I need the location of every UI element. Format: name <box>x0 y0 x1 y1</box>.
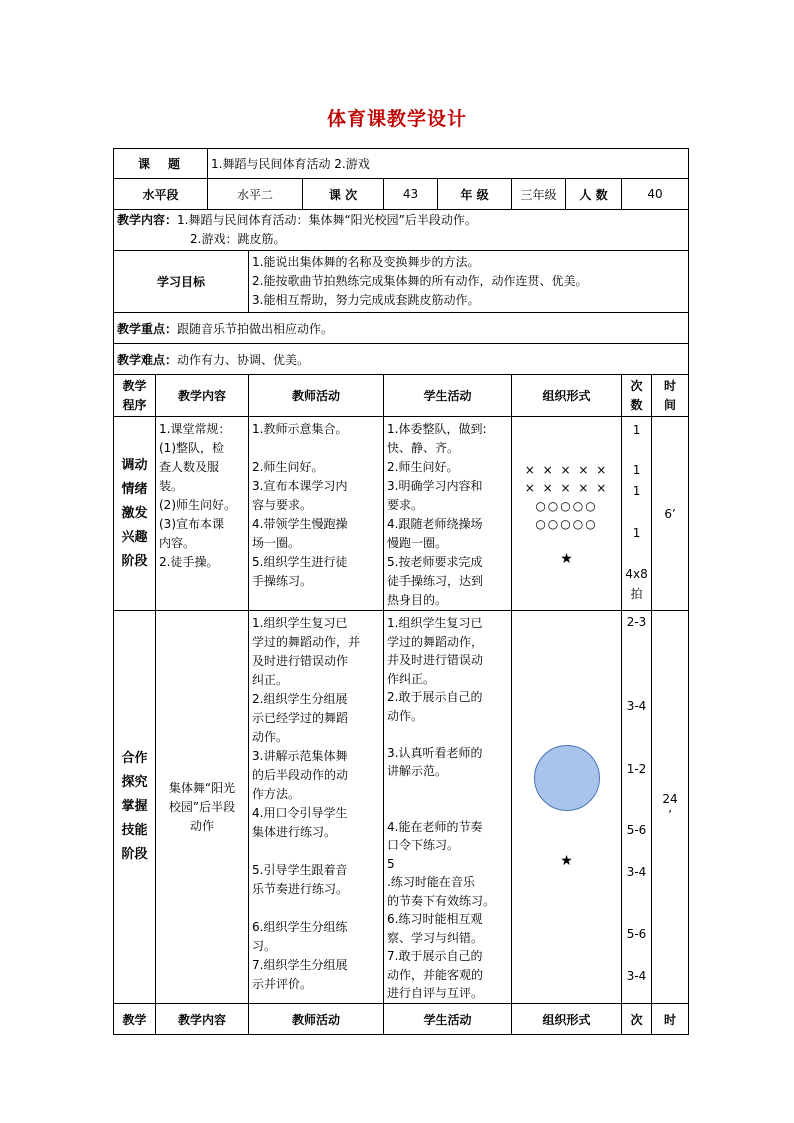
stage-1-row <box>114 417 689 611</box>
topic-value: 1.舞蹈与民间体育活动 2.游戏 <box>208 149 689 179</box>
student-line: 动作，并能客观的 <box>387 967 484 982</box>
student-line: 1.组织学生复习已 <box>387 616 483 630</box>
header-organization: 组织形式 <box>512 375 622 417</box>
teacher-line: 4.带领学生慢跑操 <box>252 517 348 531</box>
content-line: 查人数及服 <box>159 460 220 474</box>
stage-name-line: 合作 <box>121 751 148 766</box>
goal-item: 3.能相互帮助，努力完成成套跳皮筋动作。 <box>252 293 480 307</box>
formation-row-crosses: × × × × × <box>524 480 609 495</box>
student-line: 作纠正。 <box>387 671 436 686</box>
teacher-line: 示并评价。 <box>252 977 313 991</box>
grade-label: 年 级 <box>438 179 512 210</box>
count-value: 1 <box>632 423 641 437</box>
teacher-line <box>252 842 380 861</box>
content-line-2: 2.游戏：跳皮筋。 <box>190 232 286 246</box>
stage-name-line: 兴趣 <box>121 529 148 545</box>
teacher-line: 乐节奏进行练习。 <box>252 882 349 896</box>
topic-label: 课 题 <box>114 149 208 179</box>
student-line: 4.能在老师的节奏 <box>387 819 483 834</box>
teacher-line: 纠正。 <box>252 673 289 687</box>
stage-1-content <box>156 417 249 611</box>
key-point-row <box>114 313 689 344</box>
student-line: 4.跟随老师绕操场 <box>387 517 483 531</box>
stage-2-time <box>652 611 689 1004</box>
column-header-row <box>114 375 689 417</box>
student-line: 5.按老师要求完成 <box>387 555 483 569</box>
teacher-line: 6.组织学生分组练 <box>252 920 348 934</box>
student-line: 3.明确学习内容和 <box>387 479 483 493</box>
teacher-line: 1.组织学生复习已 <box>252 616 348 630</box>
teacher-line: 2.组织学生分组展 <box>252 692 348 706</box>
teacher-line: 场一圈。 <box>252 536 301 550</box>
lesson-number-label: 课 次 <box>303 179 384 210</box>
student-line: 3.认真听看老师的 <box>387 745 483 760</box>
student-line <box>387 781 508 800</box>
student-line: 学过的舞蹈动作， <box>387 634 484 649</box>
level-row <box>114 179 689 210</box>
count-value: 2-3 <box>626 615 647 629</box>
teacher-line: 示已经学过的舞蹈 <box>252 711 349 725</box>
content-line: 1.课堂常规： <box>159 422 231 436</box>
student-line: .练习时能在音乐 <box>387 875 475 889</box>
student-line: 慢跑一圈。 <box>387 536 448 550</box>
content-line: 集体舞“阳光 <box>168 780 236 795</box>
header-time: 间 <box>664 397 677 412</box>
stage-2-content <box>156 611 249 1004</box>
student-line: 徒手操练习，达到 <box>387 574 484 588</box>
count-value: 拍 <box>630 587 643 601</box>
student-line <box>387 725 508 744</box>
time-value: 24 <box>662 792 678 806</box>
count-value: 3-4 <box>626 699 647 713</box>
content-line: (2)师生问好。 <box>159 498 236 512</box>
teacher-line: 及时进行错误动作 <box>252 654 349 668</box>
student-line: 1.体委整队，做到: <box>387 422 487 436</box>
footer-header-procedure: 教学 <box>114 1004 156 1035</box>
formation-circle-icon <box>534 745 600 811</box>
key-point-value: 跟随音乐节拍做出相应动作。 <box>177 321 334 336</box>
student-line <box>387 799 508 818</box>
content-label: 教学内容： <box>117 213 178 227</box>
level-label: 水平段 <box>114 179 208 210</box>
stage-1-organization <box>512 417 622 611</box>
document-title: 体育课教学设计 <box>326 108 467 130</box>
content-line: 动作 <box>190 818 215 833</box>
student-line: 6.练习时能相互观 <box>387 912 483 926</box>
goal-item: 2.能按歌曲节拍熟练完成集体舞的所有动作，动作连贯、优美。 <box>252 274 588 288</box>
student-line: 2.师生问好。 <box>387 460 459 474</box>
content-line: (3)宣布本课 <box>159 517 224 531</box>
stage-1-name <box>114 417 156 611</box>
stage-name-line: 阶段 <box>121 553 148 569</box>
teacher-position-star-icon: ★ <box>560 550 573 567</box>
lesson-number-value: 43 <box>384 179 438 210</box>
header-procedure: 教学 <box>122 378 147 393</box>
level-value: 水平二 <box>208 179 303 210</box>
goals-label: 学习目标 <box>114 251 249 313</box>
student-line: 要求。 <box>387 498 424 512</box>
difficulty-value: 动作有力、协调、优美。 <box>177 352 310 367</box>
stage-2-name <box>114 611 156 1004</box>
teacher-line: 容与要求。 <box>252 498 313 512</box>
formation-row-crosses: × × × × × <box>524 462 609 477</box>
header-time: 时 <box>664 378 677 393</box>
count-value: 3-4 <box>626 969 647 983</box>
stage-2-row <box>114 611 689 1004</box>
stage-1-counts <box>622 417 652 611</box>
stage-name-line: 调动 <box>121 457 148 473</box>
formation-row-circles: ○○○○○ <box>535 498 598 513</box>
teacher-line: 1.教师示意集合。 <box>252 422 348 436</box>
teacher-line: 4.用口令引导学生 <box>252 806 348 820</box>
stage-2-organization <box>512 611 622 1004</box>
header-times: 次 <box>630 378 643 393</box>
footer-header-row <box>114 1004 689 1035</box>
footer-header-time: 时 <box>652 1004 689 1035</box>
stage-name-line: 激发 <box>121 505 148 521</box>
header-content: 教学内容 <box>156 375 249 417</box>
stage-1-time: 6’ <box>652 417 689 611</box>
footer-header-content: 教学内容 <box>156 1004 249 1035</box>
count-value: 4x8 <box>625 567 648 581</box>
student-line: 2.敢于展示自己的 <box>387 690 483 704</box>
teacher-line: 习。 <box>252 939 277 953</box>
stage-name-line: 探究 <box>121 775 148 790</box>
teacher-position-star-icon: ★ <box>560 853 573 869</box>
topic-row <box>114 149 689 179</box>
stage-name-line: 掌握 <box>121 799 148 814</box>
count-value: 5-6 <box>626 927 647 941</box>
stage-1-student <box>384 417 512 611</box>
difficulty-row <box>114 344 689 375</box>
difficulty-label: 教学难点： <box>117 352 178 367</box>
content-line: 校园”后半段 <box>168 799 236 814</box>
goal-item: 1.能说出集体舞的名称及变换舞步的方法。 <box>252 255 480 269</box>
teacher-line <box>252 439 380 458</box>
content-line: 装。 <box>159 479 184 493</box>
count-value: 3-4 <box>626 865 647 879</box>
footer-header-teacher: 教师活动 <box>249 1004 384 1035</box>
teacher-line: 2.师生问好。 <box>252 460 324 474</box>
stage-2-counts <box>622 611 652 1004</box>
count-value: 5-6 <box>626 823 647 837</box>
grade-value: 三年级 <box>512 179 566 210</box>
stage-name-line: 技能 <box>121 823 148 838</box>
content-line-1: 1.舞蹈与民间体育活动：集体舞“阳光校园”后半段动作。 <box>177 213 477 227</box>
header-teacher: 教师活动 <box>249 375 384 417</box>
header-student: 学生活动 <box>384 375 512 417</box>
teacher-line: 7.组织学生分组展 <box>252 958 348 972</box>
teacher-line: 集体进行练习。 <box>252 825 337 839</box>
student-line: 热身目的。 <box>387 593 448 607</box>
time-value: ’ <box>668 808 672 822</box>
header-times: 数 <box>630 397 643 412</box>
formation-row-circles: ○○○○○ <box>535 516 598 531</box>
goals-row <box>114 251 689 313</box>
student-line: 并及时进行错误动 <box>387 653 484 667</box>
teacher-line: 3.讲解示范集体舞 <box>252 749 348 763</box>
people-value: 40 <box>622 179 689 210</box>
footer-header-organization: 组织形式 <box>512 1004 622 1035</box>
stage-name-line: 情绪 <box>121 481 148 497</box>
student-line: 口令下练习。 <box>387 838 460 852</box>
footer-header-student: 学生活动 <box>384 1004 512 1035</box>
student-line: 7.敢于展示自己的 <box>387 949 483 963</box>
student-line: 进行自评与互评。 <box>387 986 484 1000</box>
teacher-line: 3.宣布本课学习内 <box>252 479 348 493</box>
student-line: 5 <box>387 856 395 871</box>
teacher-line: 5.引导学生跟着音 <box>252 863 348 877</box>
content-line: 2.徒手操。 <box>159 555 219 569</box>
stage-2-teacher <box>249 611 384 1004</box>
stage-1-teacher <box>249 417 384 611</box>
key-point-label: 教学重点： <box>117 321 178 336</box>
teacher-line: 动作。 <box>252 730 289 744</box>
lesson-plan-table <box>113 148 689 1035</box>
content-line: (1)整队，检 <box>159 441 224 455</box>
count-value: 1-2 <box>626 762 647 776</box>
teacher-line: 作方法。 <box>252 787 301 801</box>
count-value: 1 <box>632 463 641 477</box>
content-line: 内容。 <box>159 536 196 550</box>
teacher-line: 手操练习。 <box>252 574 313 588</box>
footer-header-times: 次 <box>622 1004 652 1035</box>
people-label: 人 数 <box>566 179 622 210</box>
student-line: 讲解示范。 <box>387 764 448 778</box>
student-line: 察、学习与纠错。 <box>387 930 484 945</box>
stage-name-line: 阶段 <box>121 847 148 862</box>
teacher-line: 5.组织学生进行徒 <box>252 555 348 569</box>
stage-2-student <box>384 611 512 1004</box>
teacher-line <box>252 899 380 918</box>
student-line: 快、静、齐。 <box>387 441 460 455</box>
student-line: 的节奏下有效练习。 <box>387 893 496 908</box>
teacher-line: 的后半段动作的动 <box>252 768 349 782</box>
teacher-line: 学过的舞蹈动作，并 <box>252 635 361 649</box>
count-value: 1 <box>632 526 641 540</box>
student-line: 动作。 <box>387 708 424 723</box>
count-value: 1 <box>632 484 641 498</box>
content-row <box>114 210 689 251</box>
header-procedure: 程序 <box>122 397 147 412</box>
